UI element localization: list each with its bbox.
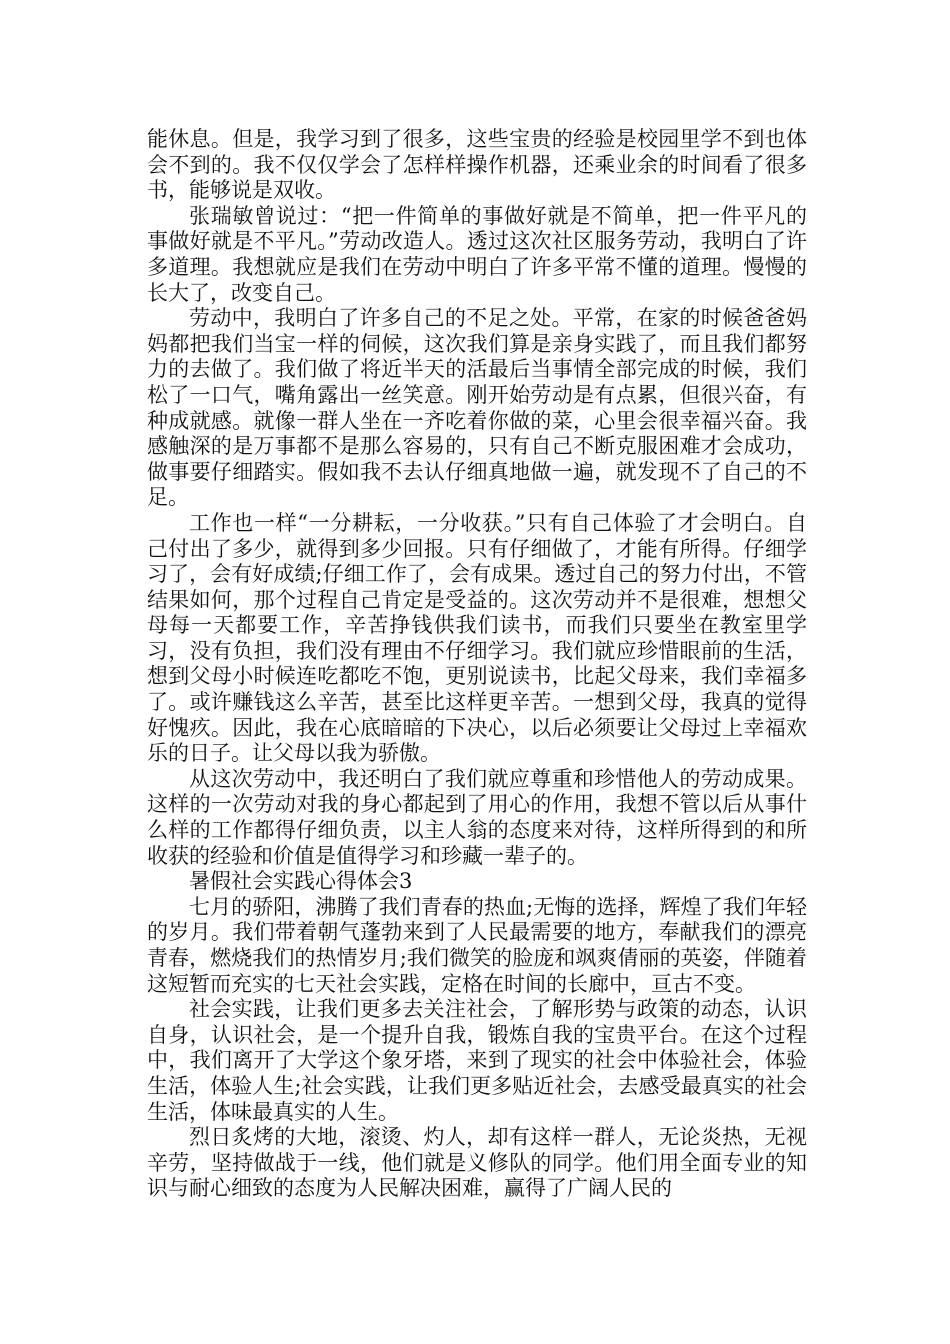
paragraph-shortcomings: 劳动中，我明白了许多自己的不足之处。平常，在家的时候爸爸妈妈都把我们当宝一样的伺候，这次我们算是亲身实践了，而且我们都努力的去做了。我们做了将近半天的活最后当事情全部完成的时候，我们松了一口气，嘴角露出一丝笑意。刚开始劳动是有点累，但很兴奋，有种成就感。就像一群人坐在一齐吃着你做的菜，心里会很幸福兴奋。我感触深的是万事都不是那么容易的，只有自己不断克服困难才会成功，做事要仔细踏实。假如我不去认仔细真地做一遍，就发现不了自己的不足。 [147, 306, 807, 510]
paragraph-continued: 能休息。但是，我学习到了很多，这些宝贵的经验是校园里学不到也体会不到的。我不仅仅学会了怎样样操作机器，还乘业余的时间看了很多书，能够说是双收。 [147, 127, 807, 203]
paragraph-volunteer-team: 烈日炙烤的大地，滚烫、灼人，却有这样一群人，无论炎热，无视辛劳，坚持做战于一线，他们就是义修队的同学。他们用全面专业的知识与耐心细致的态度为人民解决困难，赢得了广阔人民的 [147, 1125, 807, 1201]
paragraph-july-sun: 七月的骄阳，沸腾了我们青春的热血;无悔的选择，辉煌了我们年轻的岁月。我们带着朝气蓬勃来到了人民最需要的地方，奉献我们的漂亮青春，燃烧我们的热情岁月;我们微笑的脸庞和飒爽倩丽的英姿，伴随着这短暂而充实的七天社会实践，定格在时间的长廊中，亘古不变。 [147, 894, 807, 996]
paragraph-zhang-ruimin-quote: 张瑞敏曾说过：“把一件简单的事做好就是不简单，把一件平凡的事做好就是不平凡。”劳动改造人。透过这次社区服务劳动，我明白了许多道理。我想就应是我们在劳动中明白了许多平常不懂的道理。慢慢的长大了，改变自己。 [147, 203, 807, 305]
paragraph-social-practice: 社会实践，让我们更多去关注社会，了解形势与政策的动态，认识自身，认识社会，是一个提升自我，锻炼自我的宝贵平台。在这个过程中，我们离开了大学这个象牙塔，来到了现实的社会中体验社会，体验生活，体验人生;社会实践，让我们更多贴近社会，去感受最真实的社会生活，体味最真实的人生。 [147, 997, 807, 1124]
paragraph-respect-labor: 从这次劳动中，我还明白了我们就应尊重和珍惜他人的劳动成果。这样的一次劳动对我的身心都起到了用心的作用，我想不管以后从事什么样的工作都得仔细负责，以主人翁的态度来对待，这样所得到的和所收获的经验和价值是值得学习和珍藏一辈子的。 [147, 766, 807, 868]
document-body [147, 127, 807, 1202]
section-heading: 暑假社会实践心得体会3 [189, 869, 413, 894]
paragraph-work-effort: 工作也一样“一分耕耘，一分收获。”只有自己体验了才会明白。自己付出了多少，就得到多少回报。只有仔细做了，才能有所得。仔细学习了，会有好成绩;仔细工作了，会有成果。透过自己的努力付出，不管结果如何，那个过程自己肯定是受益的。这次劳动并不是很难，想想父母每一天都要工作，辛苦挣钱供我们读书，而我们只要坐在教室里学习，没有负担，我们没有理由不仔细学习。我们就应珍惜眼前的生活，想到父母小时候连吃都吃不饱，更别说读书，比起父母来，我们幸福多了。或许赚钱这么辛苦，甚至比这样更辛苦。一想到父母，我真的觉得好愧疚。因此，我在心底暗暗的下决心，以后必须要让父母过上幸福欢乐的日子。让父母以我为骄傲。 [147, 510, 807, 766]
